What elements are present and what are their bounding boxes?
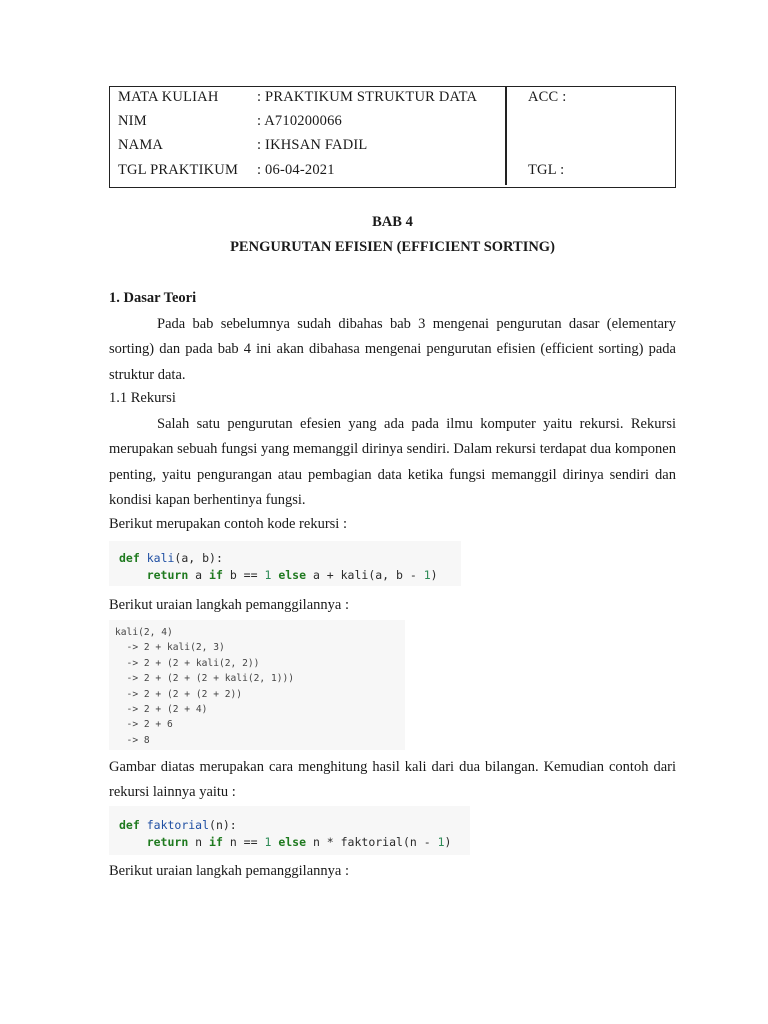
header-value: : IKHSAN FADIL xyxy=(257,137,368,153)
header-value: : 06-04-2021 xyxy=(257,162,335,178)
example-intro: Berikut merupakan contoh kode rekursi : xyxy=(109,516,347,532)
code-step-line: -> 2 + kali(2, 3) xyxy=(115,642,225,654)
code-text: a + kali(a, b - xyxy=(306,568,424,582)
chapter-title: PENGURUTAN EFISIEN (EFFICIENT SORTING) xyxy=(230,239,555,255)
header-value: : A710200066 xyxy=(257,113,342,129)
header-value: : PRAKTIKUM STRUKTUR DATA xyxy=(257,89,478,105)
steps-intro: Berikut uraian langkah pemanggilannya : xyxy=(109,597,349,613)
header-key: NAMA xyxy=(118,137,164,153)
code-step-line: -> 2 + (2 + 4) xyxy=(115,704,208,716)
code-keyword: if xyxy=(209,835,223,849)
intro-text: Pada bab sebelumnya sudah dibahas bab 3 mengenai pengurutan dasar (elementary sorting) dan pada bab 4 ini akan dibahasa mengenai pengurutan efisien (efficient sorting) pada struktur data. xyxy=(109,316,676,383)
sub-heading: 1.1 Rekursi xyxy=(109,390,176,406)
header-key: NIM xyxy=(118,113,147,129)
code-text: n xyxy=(188,835,210,849)
code-text: (a, b): xyxy=(174,551,223,565)
code-block-kali-steps xyxy=(109,620,405,750)
code-block-faktorial xyxy=(109,806,470,855)
code-keyword: def xyxy=(119,818,140,832)
code-step-line: -> 2 + 6 xyxy=(115,719,173,731)
code-keyword: return xyxy=(146,835,189,849)
code-function-name: kali xyxy=(146,551,175,565)
code-function-name: faktorial xyxy=(146,818,210,832)
rekursi-paragraph xyxy=(109,412,676,513)
code-number: 1 xyxy=(264,835,272,849)
header-key: TGL PRAKTIKUM xyxy=(118,162,239,178)
after-paragraph: Gambar diatas merupakan cara menghitung hasil kali dari dua bilangan. Kemudian contoh dari rekursi lainnya yaitu : xyxy=(109,759,676,801)
code-step-line: -> 2 + (2 + (2 + 2)) xyxy=(115,688,243,700)
code-text: ) xyxy=(444,835,452,849)
code-keyword: if xyxy=(209,568,223,582)
code-text: b == xyxy=(222,568,265,582)
code-text: n * faktorial(n - xyxy=(306,835,438,849)
code-keyword: else xyxy=(278,835,307,849)
section-heading: 1. Dasar Teori xyxy=(109,290,197,306)
code-step-line: -> 2 + (2 + (2 + kali(2, 1))) xyxy=(115,673,295,685)
code-text: ) xyxy=(430,568,438,582)
code-keyword: return xyxy=(146,568,189,582)
rekursi-text: Salah satu pengurutan efesien yang ada pada ilmu komputer yaitu rekursi. Rekursi merupakan sebuah fungsi yang memanggil dirinya sendiri. Dalam rekursi terdapat dua komponen penting, yaitu pengurangan atau pembagian data ketika fungsi memanggil dirinya sendiri dan kondisi kapan berhentinya fungsi. xyxy=(109,416,676,508)
header-divider xyxy=(505,87,507,185)
code-text: a xyxy=(188,568,210,582)
steps-intro-2: Berikut uraian langkah pemanggilannya : xyxy=(109,863,349,879)
header-table xyxy=(109,86,676,188)
intro-paragraph xyxy=(109,312,676,388)
code-number: 1 xyxy=(423,568,431,582)
header-acc: ACC : xyxy=(528,89,567,105)
code-number: 1 xyxy=(437,835,445,849)
code-step-line: -> 2 + (2 + kali(2, 2)) xyxy=(115,657,260,669)
header-tgl: TGL : xyxy=(528,162,565,178)
code-block-kali xyxy=(109,541,461,586)
code-keyword: else xyxy=(278,568,307,582)
code-number: 1 xyxy=(264,568,272,582)
header-key: MATA KULIAH xyxy=(118,89,219,105)
code-text: (n): xyxy=(209,818,237,832)
chapter-label: BAB 4 xyxy=(372,214,413,230)
code-step-line: -> 8 xyxy=(115,734,150,746)
code-text: n == xyxy=(222,835,265,849)
code-keyword: def xyxy=(119,551,140,565)
code-step-line: kali(2, 4) xyxy=(115,627,173,638)
